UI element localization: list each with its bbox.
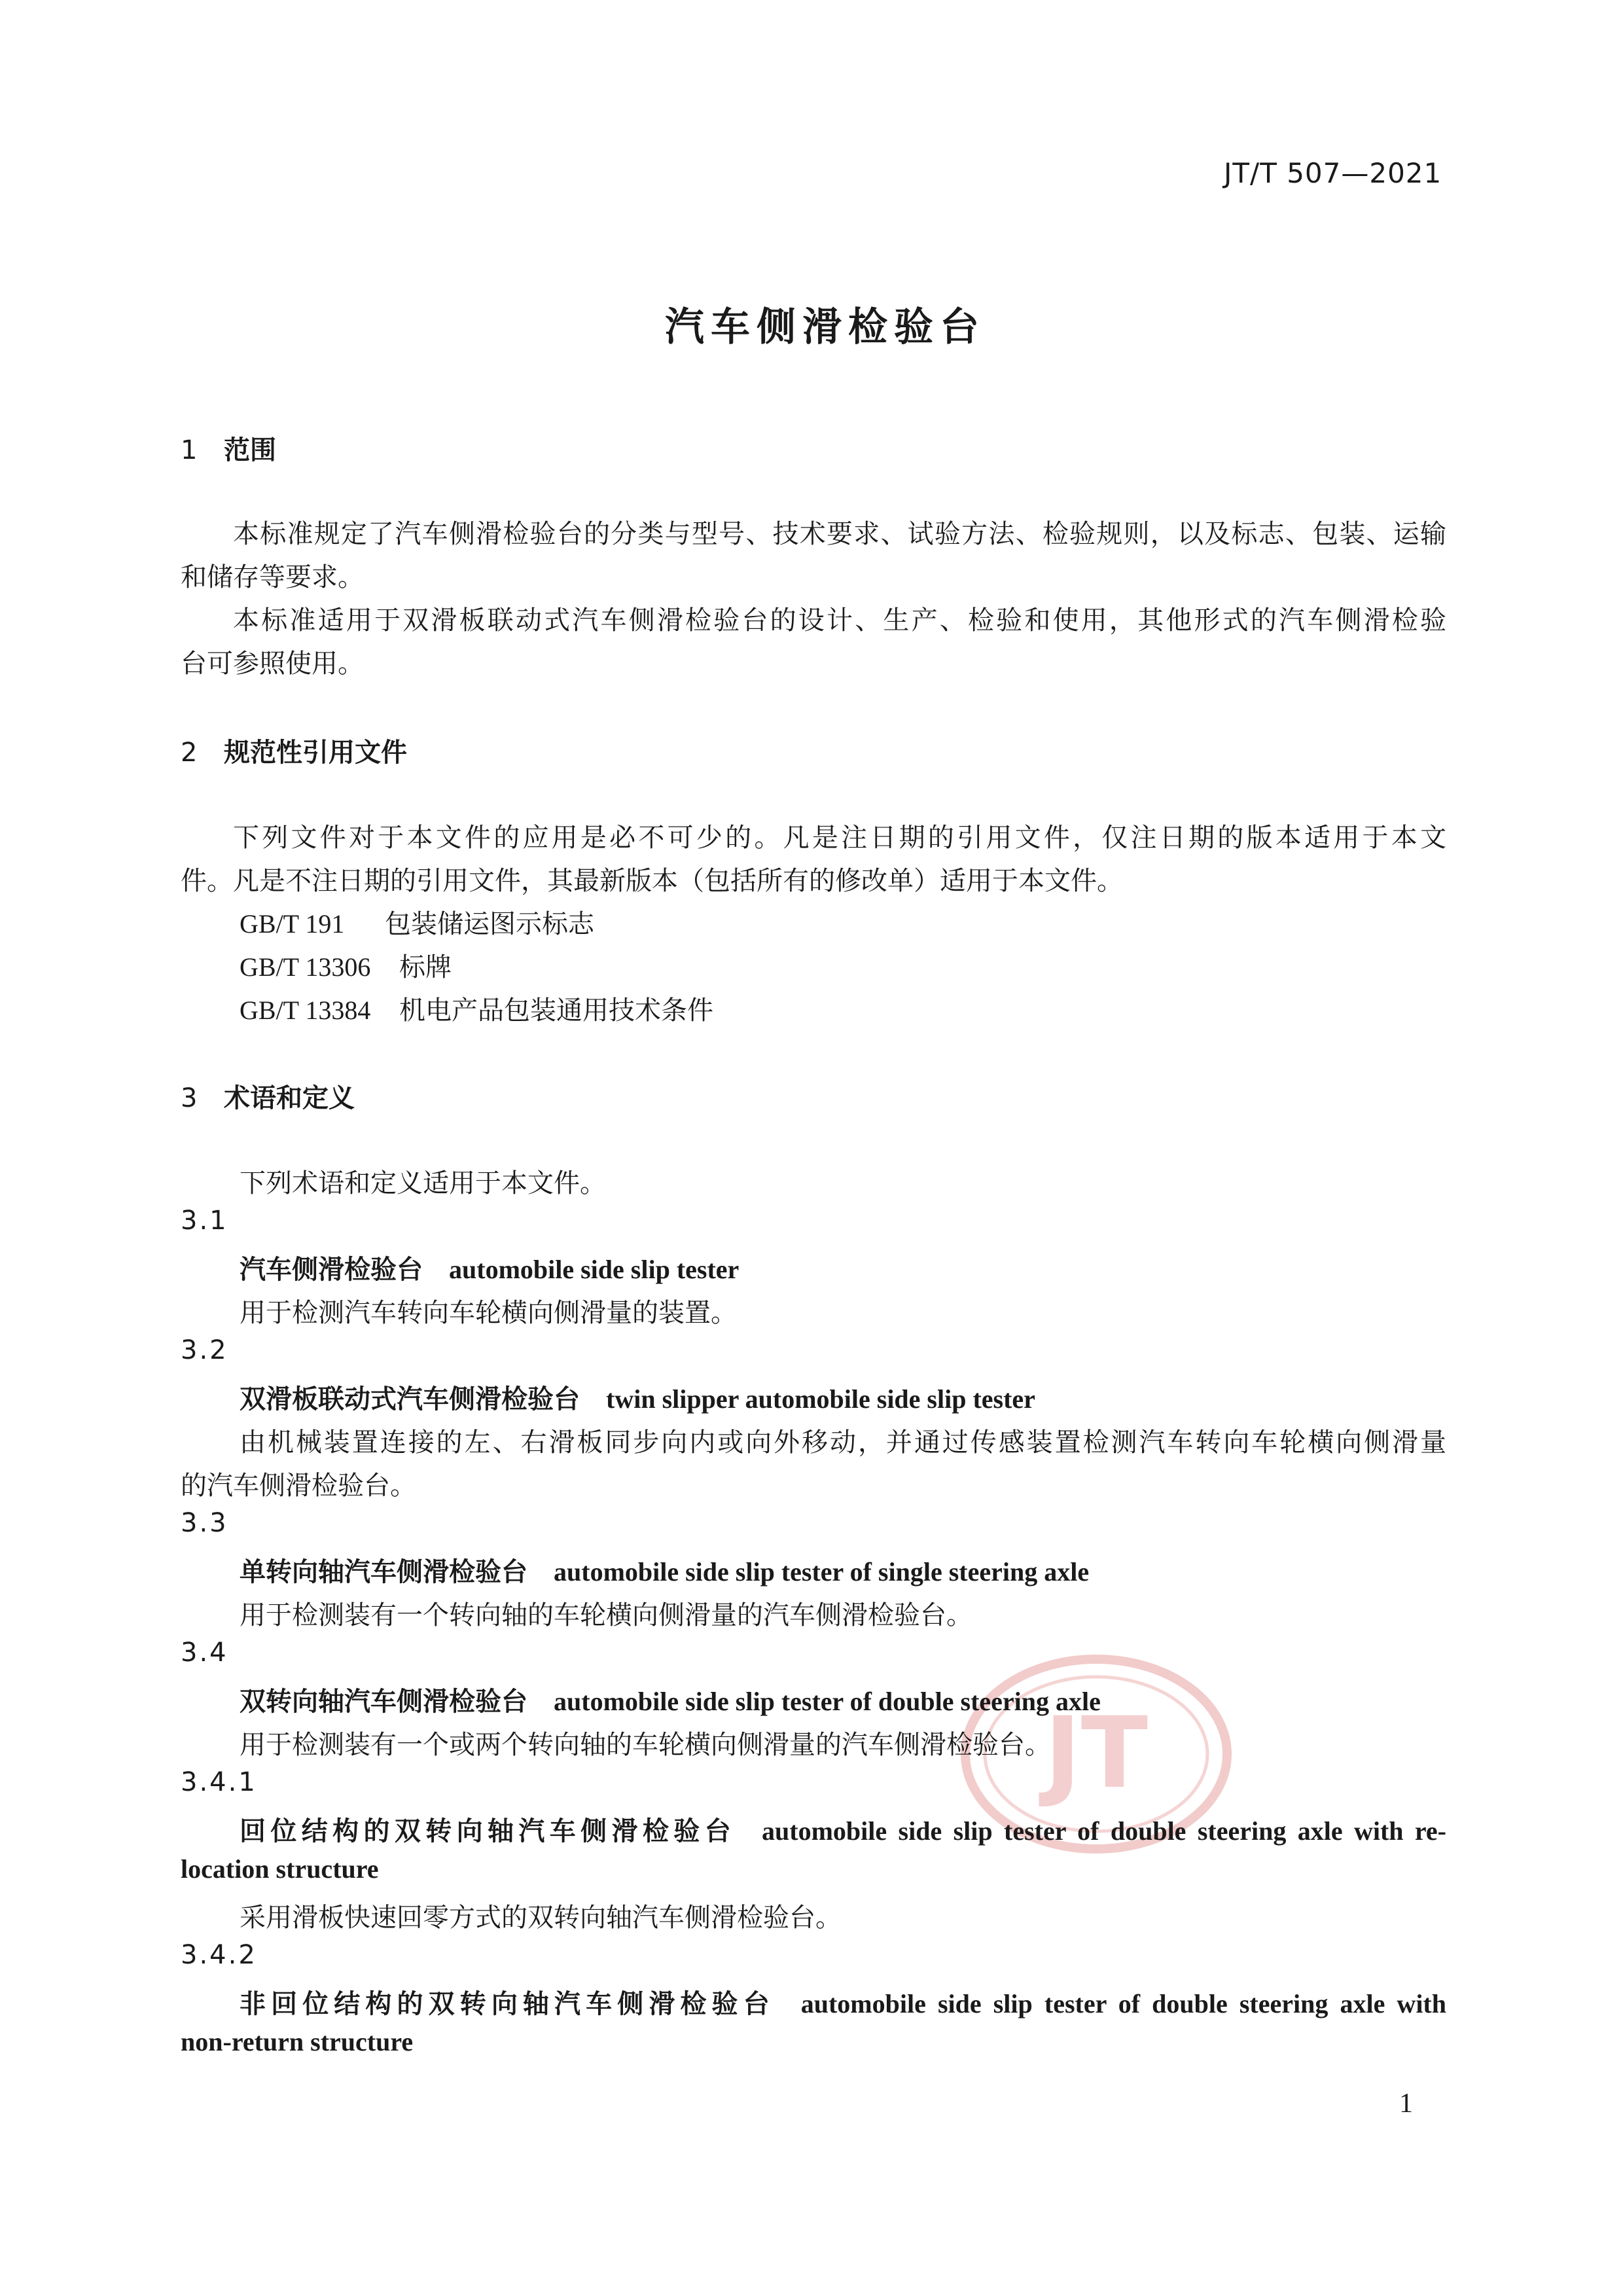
term-en: automobile side slip tester	[449, 1255, 740, 1284]
standard-code: JT/T 507—2021	[1224, 157, 1442, 189]
paragraph-line: 和储存等要求。	[181, 562, 364, 592]
normative-reference	[240, 990, 713, 1027]
paragraph	[181, 600, 1446, 637]
term-en-continued: non-return structure	[181, 2027, 414, 2056]
normative-reference	[240, 946, 452, 984]
term-number: 3.4.2	[181, 1940, 257, 1970]
reference-code: GB/T 13306	[240, 952, 371, 982]
paragraph-line: 下列文件对于本文件的应用是必不可少的。凡是注日期的引用文件，仅注日期的版本适用于本文	[233, 823, 1446, 853]
paragraph	[181, 513, 1446, 550]
term-en: automobile side slip tester of double steering axle with re-	[762, 1816, 1446, 1846]
term-heading	[240, 1378, 1035, 1416]
watermark-text: JT	[1044, 1696, 1149, 1810]
paragraph-line: 本标准适用于双滑板联动式汽车侧滑检验台的设计、生产、检验和使用，其他形式的汽车侧滑检验	[233, 605, 1446, 636]
reference-code: GB/T 191	[240, 909, 345, 939]
term-zh: 双滑板联动式汽车侧滑检验台	[240, 1384, 580, 1414]
section-heading-1	[181, 429, 276, 467]
section-title: 范围	[224, 435, 276, 465]
term-heading-line	[181, 1983, 1446, 2020]
section-title: 规范性引用文件	[224, 738, 407, 768]
term-zh: 回位结构的双转向轴汽车侧滑检验台	[240, 1816, 736, 1846]
paragraph-line: 台可参照使用。	[181, 649, 364, 679]
term-en: twin slipper automobile side slip tester	[606, 1384, 1035, 1414]
term-definition: 用于检测装有一个转向轴的车轮横向侧滑量的汽车侧滑检验台。	[240, 1600, 972, 1630]
section-number: 3	[181, 1083, 198, 1113]
term-definition	[181, 1422, 1446, 1459]
reference-title: 机电产品包装通用技术条件	[399, 996, 713, 1026]
term-en: automobile side slip tester of double steering axle	[554, 1687, 1101, 1716]
reference-code: GB/T 13384	[240, 996, 371, 1025]
reference-title: 标牌	[399, 952, 452, 982]
term-number: 3.3	[181, 1508, 228, 1538]
paragraph-line: 件。凡是不注日期的引用文件，其最新版本（包括所有的修改单）适用于本文件。	[181, 866, 1123, 896]
term-zh: 非回位结构的双转向轴汽车侧滑检验台	[240, 1989, 775, 2019]
term-definition: 用于检测汽车转向车轮横向侧滑量的装置。	[240, 1298, 737, 1328]
term-number: 3.2	[181, 1335, 228, 1365]
term-zh: 单转向轴汽车侧滑检验台	[240, 1557, 527, 1587]
section-title: 术语和定义	[224, 1083, 355, 1113]
term-heading	[240, 1551, 1089, 1588]
term-heading	[181, 1983, 1446, 2020]
term-number: 3.1	[181, 1206, 228, 1236]
term-definition: 用于检测装有一个或两个转向轴的车轮横向侧滑量的汽车侧滑检验台。	[240, 1730, 1051, 1760]
section-heading-2	[181, 732, 407, 769]
paragraph-line: 本标准规定了汽车侧滑检验台的分类与型号、技术要求、试验方法、检验规则，以及标志、包装、运输	[233, 519, 1446, 549]
page-number: 1	[1399, 2089, 1413, 2119]
paragraph	[181, 817, 1446, 854]
section-number: 2	[181, 738, 198, 768]
term-number: 3.4.1	[181, 1767, 257, 1797]
term-definition: 采用滑板快速回零方式的双转向轴汽车侧滑检验台。	[240, 1903, 842, 1933]
term-en: automobile side slip tester of single steering axle	[554, 1557, 1090, 1587]
reference-title: 包装储运图示标志	[385, 909, 594, 939]
term-heading	[240, 1249, 739, 1286]
term-en: automobile side slip tester of double steering axle with	[800, 1989, 1446, 2018]
definition-line: 的汽车侧滑检验台。	[181, 1471, 416, 1501]
term-zh: 双转向轴汽车侧滑检验台	[240, 1687, 527, 1717]
term-zh: 汽车侧滑检验台	[240, 1255, 423, 1285]
term-heading-line	[181, 1810, 1446, 1848]
term-heading	[181, 1810, 1446, 1848]
term-heading	[240, 1681, 1101, 1718]
paragraph: 下列术语和定义适用于本文件。	[240, 1168, 606, 1198]
term-number: 3.4	[181, 1638, 228, 1668]
section-heading-3	[181, 1077, 355, 1115]
normative-reference	[240, 903, 594, 941]
section-number: 1	[181, 435, 198, 465]
term-en-continued: location structure	[181, 1854, 379, 1884]
definition-line: 由机械装置连接的左、右滑板同步向内或向外移动，并通过传感装置检测汽车转向车轮横向侧滑量	[240, 1427, 1446, 1458]
page-title: 汽车侧滑检验台	[665, 304, 986, 350]
